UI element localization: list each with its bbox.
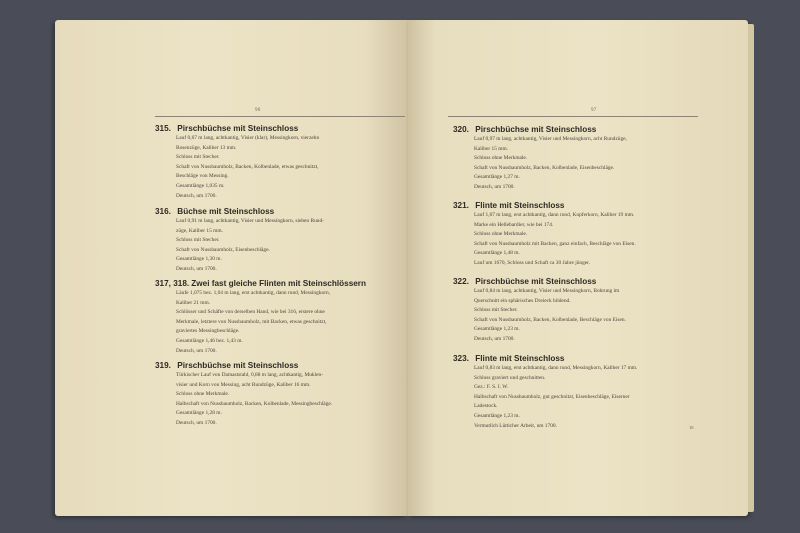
- entry-number: 320.: [453, 125, 469, 134]
- entry-number: 323.: [453, 354, 469, 363]
- entry-line: Schloss mit Stecher.: [176, 154, 220, 161]
- entry-line: Lauf 0,91 m lang, achtkantig, Visier und Messingkorn, sieben Rund-: [176, 218, 324, 224]
- page-number: 97: [591, 108, 597, 113]
- entry-line: Beschläge von Messing.: [176, 173, 229, 180]
- entry-line: Kaliber 21 mm.: [176, 299, 210, 306]
- entry-line: Gesamtlänge 1,28 m.: [176, 410, 222, 417]
- entry-number: 317, 318.: [155, 279, 190, 288]
- entry-number: 322.: [453, 277, 469, 286]
- entry-title: Flinte mit Steinschloss: [475, 354, 565, 363]
- entry-line: Ladestock.: [474, 403, 498, 410]
- entry-line: Querschnitt ein sphärisches Dreieck bildend.: [474, 297, 571, 304]
- entry-line: Schaft von Nussbaumholz mit Backen, ganz einfach, Beschläge von Eisen.: [474, 240, 636, 247]
- page-number: 96: [255, 108, 261, 113]
- entry-line: Schloss ohne Merkmale.: [474, 155, 528, 162]
- entry-line: Gesamtlänge 1,46 bez. 1,43 m.: [176, 337, 243, 344]
- entry-line: Deutsch, um 1700.: [474, 183, 515, 190]
- entry-line: Gesamtlänge 1,30 m.: [176, 256, 222, 263]
- catalog-entry: [453, 354, 637, 431]
- header-rule: [155, 116, 405, 117]
- entry-line: Gez.: F. S. I. W.: [474, 384, 509, 391]
- catalog-entry: [155, 207, 324, 275]
- entry-heading: [453, 277, 626, 286]
- entry-title: Pirschbüchse mit Steinschloss: [475, 277, 597, 286]
- entry-line: Schlösser und Schäfte von derselben Hand, wie bei 316, erstere ohne: [176, 309, 325, 316]
- open-book: [55, 20, 748, 516]
- entry-number: 315.: [155, 124, 171, 133]
- entry-line: Vermutlich Lütticher Arbeit, um 1700.: [474, 422, 557, 429]
- entry-title: Büchse mit Steinschloss: [177, 207, 275, 216]
- entry-line: Gesamtlänge 1,23 m.: [474, 326, 520, 333]
- entry-line: Kaliber 15 mm.: [474, 145, 508, 152]
- entry-line: Deutsch, um 1700.: [474, 335, 515, 342]
- entry-line: Schloss mit Stecher.: [474, 307, 518, 314]
- entry-line: Marke ein Hellebardier, wie bei 174.: [474, 221, 554, 228]
- entry-line: Schaft von Nussbaumholz, Backen, Kolbenlade, Beschläge von Eisen.: [474, 316, 626, 323]
- entry-line: Halbschaft von Nussbaumholz, gut geschnitzt, Eisenbeschläge, Eiserner: [474, 393, 630, 400]
- entry-line: Schaft von Nussbaumholz, Eisenbeschläge.: [176, 246, 270, 253]
- entry-line: Lauf 0,97 m lang, achtkantig, Visier und Messingkorn, acht Rundzüge,: [474, 136, 627, 142]
- entry-heading: [453, 354, 637, 363]
- entry-heading: [155, 124, 319, 133]
- entry-heading: [453, 125, 627, 134]
- header-rule: [448, 116, 698, 117]
- entry-line: züge, Kaliber 15 mm.: [176, 227, 223, 234]
- entry-line: Gesamtlänge 1,23 m.: [474, 412, 520, 419]
- entry-heading: [155, 361, 332, 370]
- entry-line: Gesamtlänge 1,27 m.: [474, 174, 520, 181]
- entry-line: Deutsch, um 1700.: [176, 419, 217, 426]
- entry-heading: [155, 279, 366, 288]
- entry-title: Pirschbüchse mit Steinschloss: [177, 361, 299, 370]
- entry-line: Türkischer Lauf von Damaststahl, 0,88 m lang, achtkantig, Muklen-: [176, 372, 324, 378]
- entry-heading: [453, 201, 636, 210]
- entry-title: Flinte mit Steinschloss: [475, 201, 565, 210]
- entry-heading: [155, 207, 324, 216]
- entry-line: Lauf 0,67 m lang, achtkantig, Visier (klar), Messingkorn, vierzehn: [176, 135, 320, 141]
- entry-line: Gesamtlänge 1,48 m.: [474, 250, 520, 257]
- entry-number: 319.: [155, 361, 171, 370]
- entry-line: Merkmale, letztere von Nussbaumholz, mit Backen, etwas geschnitzt,: [176, 318, 327, 325]
- entry-line: Halbschaft von Nussbaumholz, Backen, Kolbenlade, Messingbeschläge.: [176, 400, 333, 407]
- catalog-entry: [155, 279, 366, 356]
- catalog-entry: [155, 124, 319, 201]
- entry-line: Deutsch, um 1700.: [176, 265, 217, 272]
- entry-line: Schaft von Nussbaumholz, Backen, Kolbenlade, etwas geschnitzt,: [176, 163, 319, 170]
- entry-line: Deutsch, um 1700.: [176, 347, 217, 354]
- catalog-entry: [453, 277, 626, 345]
- entry-line: graviertes Messingbeschläge.: [176, 328, 240, 335]
- signature-mark: 18: [689, 425, 694, 430]
- catalog-entry: [453, 125, 627, 193]
- entry-line: Schloss ohne Merkmale.: [474, 231, 528, 238]
- page-edge: [748, 24, 754, 512]
- entry-line: Lauf 0,83 m lang, erst achtkantig, dann rund, Messingkorn, Kaliber 17 mm.: [474, 365, 638, 371]
- right-page: [408, 20, 748, 516]
- entry-line: Läufe 1,075 bez. 1,04 m lang, erst achtkantig, dann rund, Messingkorn,: [176, 290, 331, 296]
- entry-number: 316.: [155, 207, 171, 216]
- entry-line: Lauf 1,07 m lang, erst achtkantig, dann rund, Kupferkorn, Kaliber 19 mm.: [474, 212, 635, 218]
- entry-line: Deutsch, um 1700.: [176, 192, 217, 199]
- entry-line: Schaft von Nussbaumholz, Backen, Kolbenlade, Eisenbeschläge.: [474, 164, 615, 171]
- entry-title: Zwei fast gleiche Flinten mit Steinschlössern: [191, 279, 366, 288]
- entry-title: Pirschbüchse mit Steinschloss: [177, 124, 299, 133]
- catalog-entry: [155, 361, 332, 429]
- left-page: [55, 20, 408, 516]
- entry-line: Lauf um 1670, Schloss und Schaft ca 30 Jahre jünger.: [474, 259, 591, 266]
- entry-line: Schloss graviert und geschnitten.: [474, 374, 546, 381]
- entry-line: visier und Korn von Messing, acht Rundzüge, Kaliber 16 mm.: [176, 381, 311, 388]
- entry-line: Rosenzüge, Kaliber 13 mm.: [176, 144, 237, 151]
- entry-line: Schloss ohne Merkmale.: [176, 391, 230, 398]
- entry-title: Pirschbüchse mit Steinschloss: [475, 125, 597, 134]
- entry-line: Lauf 0,84 m lang, achtkantig, Visier und Messingkorn, Bohrung im: [474, 288, 620, 294]
- entry-line: Gesamtlänge 1,035 m.: [176, 182, 225, 189]
- catalog-entry: [453, 201, 636, 269]
- entry-line: Schloss mit Stecher.: [176, 237, 220, 244]
- entry-number: 321.: [453, 201, 469, 210]
